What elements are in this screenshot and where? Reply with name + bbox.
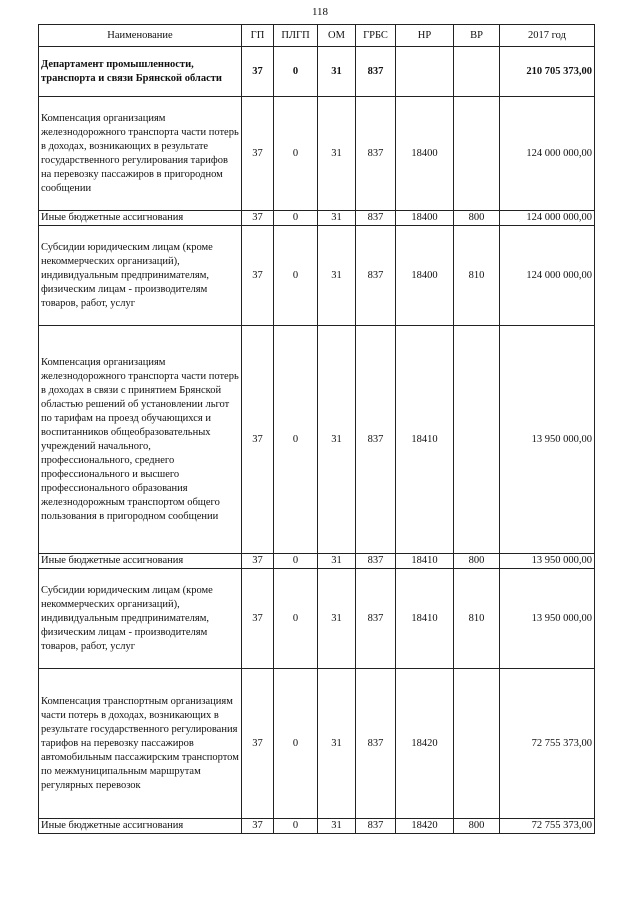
row-om: 31	[318, 554, 356, 569]
row-vr	[454, 326, 500, 554]
row-nr: 18400	[396, 97, 454, 211]
row-grbs: 837	[356, 669, 396, 819]
row-plgp: 0	[274, 97, 318, 211]
row-plgp: 0	[274, 819, 318, 834]
row-vr	[454, 47, 500, 97]
row-gp: 37	[242, 819, 274, 834]
row-amount: 72 755 373,00	[500, 669, 595, 819]
table-row	[39, 554, 595, 569]
row-plgp: 0	[274, 226, 318, 326]
header-plgp: ПЛГП	[274, 25, 318, 47]
row-name: Иные бюджетные ассигнования	[39, 211, 242, 226]
row-plgp: 0	[274, 569, 318, 669]
row-gp: 37	[242, 326, 274, 554]
row-name: Иные бюджетные ассигнования	[39, 554, 242, 569]
row-grbs: 837	[356, 554, 396, 569]
table-row	[39, 211, 595, 226]
row-vr: 800	[454, 211, 500, 226]
row-nr: 18400	[396, 226, 454, 326]
row-vr: 800	[454, 554, 500, 569]
header-om: ОМ	[318, 25, 356, 47]
row-plgp: 0	[274, 47, 318, 97]
header-gp: ГП	[242, 25, 274, 47]
row-plgp: 0	[274, 326, 318, 554]
row-name: Субсидии юридическим лицам (кроме некоммерческих организаций), индивидуальным предпринимателям, физическим лицам - производителям товаров, работ, услуг	[39, 226, 242, 326]
row-name: Субсидии юридическим лицам (кроме некоммерческих организаций), индивидуальным предпринимателям, физическим лицам - производителям товаров, работ, услуг	[39, 569, 242, 669]
row-amount: 124 000 000,00	[500, 211, 595, 226]
row-name: Компенсация организациям железнодорожного транспорта части потерь в доходах, возникающих в результате государственного регулирования тарифов на перевозку пассажиров в пригородном сообщении	[39, 97, 242, 211]
table-row	[39, 326, 595, 554]
row-grbs: 837	[356, 569, 396, 669]
row-name: Компенсация транспортным организациям части потерь в доходах, возникающих в результате государственного регулирования тарифов на перевозку пассажиров автомобильным пассажирским транспортом по межмуниципальным маршрутам регулярных перевозок	[39, 669, 242, 819]
row-om: 31	[318, 569, 356, 669]
row-vr: 810	[454, 226, 500, 326]
row-vr	[454, 669, 500, 819]
row-grbs: 837	[356, 326, 396, 554]
row-name: Компенсация организациям железнодорожного транспорта части потерь в доходах в связи с принятием Брянской областью решений об установлении льгот по тарифам на проезд обучающихся и воспитанников общеобразовательных учреждений начального, профессионального, среднего профессионального и высшего профессионального образования железнодорожным транспортом общего пользования в пригородном сообщении	[39, 326, 242, 554]
row-amount: 13 950 000,00	[500, 326, 595, 554]
row-grbs: 837	[356, 47, 396, 97]
table-row	[39, 47, 595, 97]
row-amount: 124 000 000,00	[500, 226, 595, 326]
header-nr: НР	[396, 25, 454, 47]
row-om: 31	[318, 326, 356, 554]
row-gp: 37	[242, 669, 274, 819]
row-amount: 72 755 373,00	[500, 819, 595, 834]
table-row	[39, 669, 595, 819]
row-gp: 37	[242, 569, 274, 669]
row-nr	[396, 47, 454, 97]
row-grbs: 837	[356, 211, 396, 226]
row-plgp: 0	[274, 554, 318, 569]
row-nr: 18420	[396, 819, 454, 834]
row-amount: 124 000 000,00	[500, 97, 595, 211]
row-nr: 18410	[396, 569, 454, 669]
row-nr: 18400	[396, 211, 454, 226]
row-grbs: 837	[356, 97, 396, 211]
row-amount: 13 950 000,00	[500, 554, 595, 569]
table-row	[39, 97, 595, 211]
row-vr: 800	[454, 819, 500, 834]
row-om: 31	[318, 819, 356, 834]
row-vr	[454, 97, 500, 211]
row-gp: 37	[242, 226, 274, 326]
row-vr: 810	[454, 569, 500, 669]
row-grbs: 837	[356, 226, 396, 326]
row-om: 31	[318, 669, 356, 819]
row-om: 31	[318, 211, 356, 226]
row-nr: 18420	[396, 669, 454, 819]
row-gp: 37	[242, 211, 274, 226]
row-plgp: 0	[274, 669, 318, 819]
table-header-row	[39, 25, 595, 47]
row-name: Департамент промышленности, транспорта и связи Брянской области	[39, 47, 242, 97]
table-row	[39, 226, 595, 326]
header-vr: ВР	[454, 25, 500, 47]
page-number: 118	[311, 6, 329, 18]
budget-table	[38, 24, 595, 834]
header-year: 2017 год	[500, 25, 595, 47]
table-row	[39, 569, 595, 669]
header-name: Наименование	[39, 25, 242, 47]
row-gp: 37	[242, 554, 274, 569]
row-plgp: 0	[274, 211, 318, 226]
row-gp: 37	[242, 47, 274, 97]
row-om: 31	[318, 226, 356, 326]
row-nr: 18410	[396, 554, 454, 569]
row-amount: 210 705 373,00	[500, 47, 595, 97]
header-grbs: ГРБС	[356, 25, 396, 47]
row-nr: 18410	[396, 326, 454, 554]
table-row	[39, 819, 595, 834]
row-grbs: 837	[356, 819, 396, 834]
row-gp: 37	[242, 97, 274, 211]
row-om: 31	[318, 97, 356, 211]
row-amount: 13 950 000,00	[500, 569, 595, 669]
row-name: Иные бюджетные ассигнования	[39, 819, 242, 834]
row-om: 31	[318, 47, 356, 97]
